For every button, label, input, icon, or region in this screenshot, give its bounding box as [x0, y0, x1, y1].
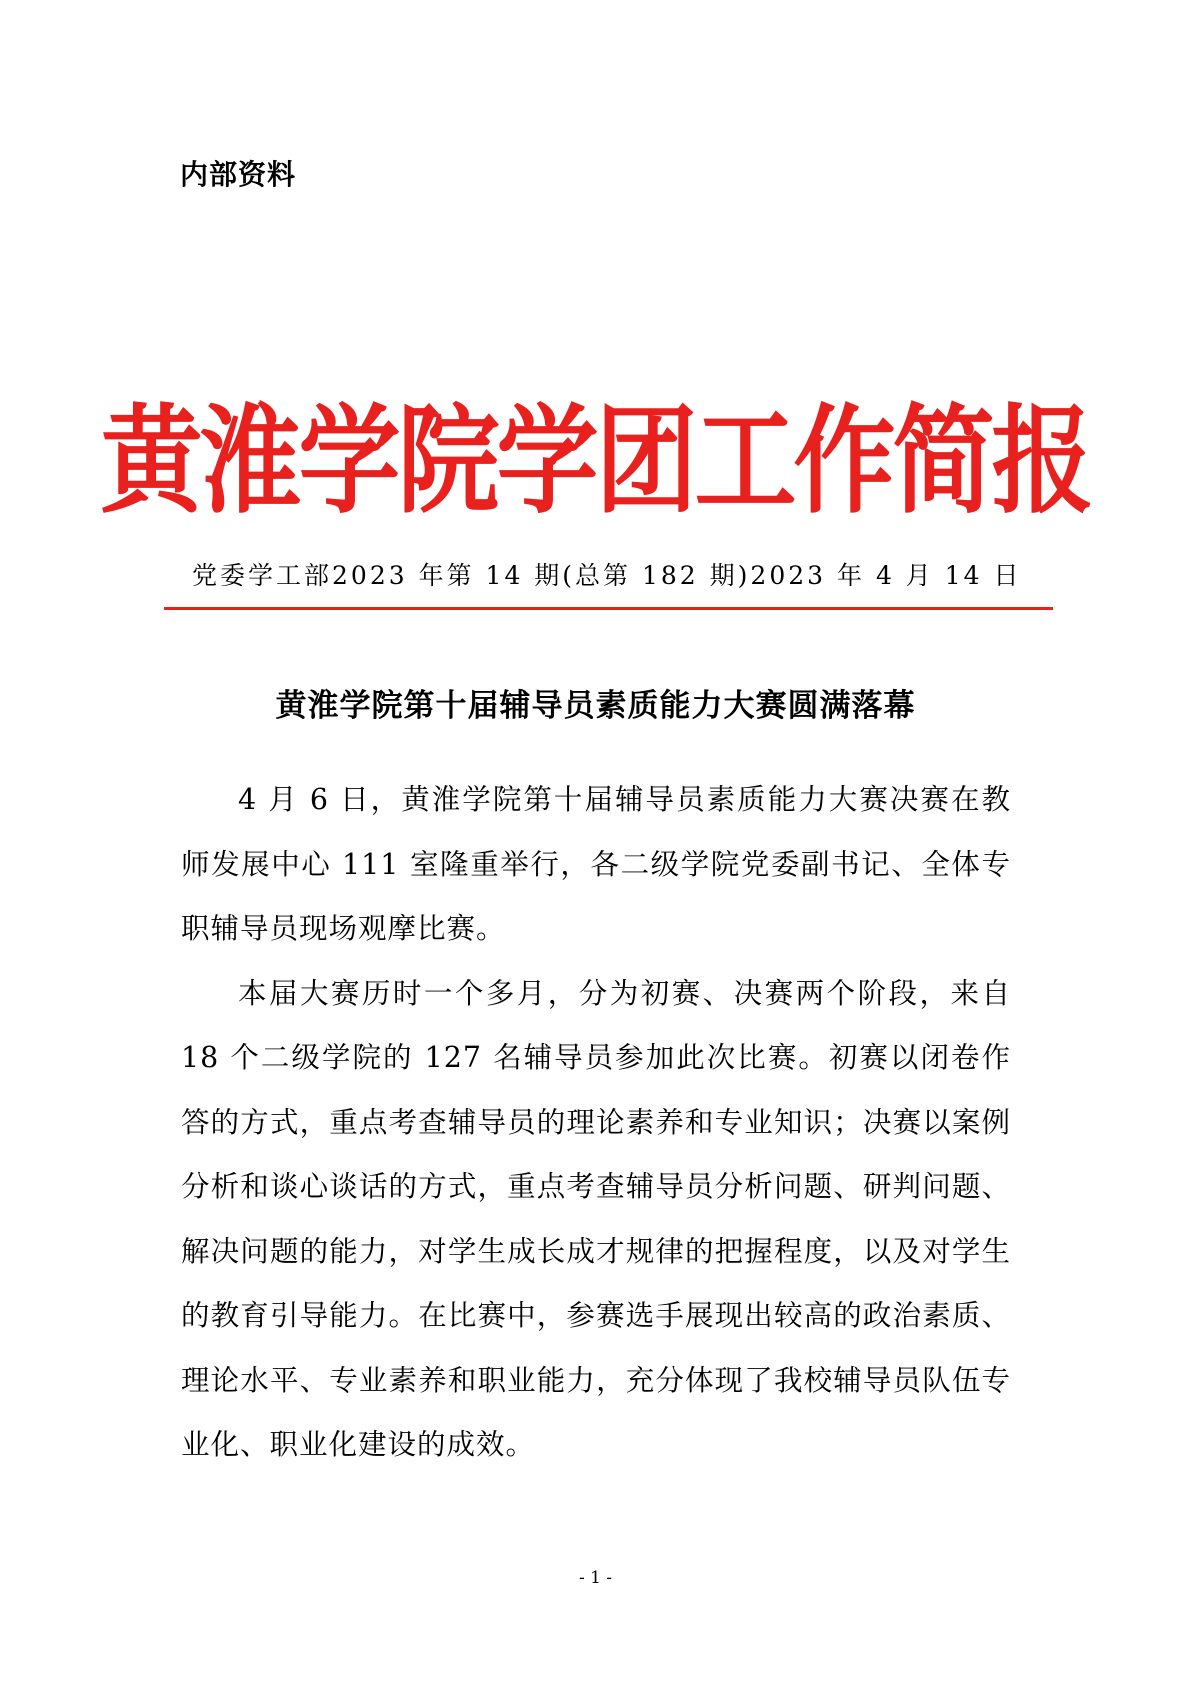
article-paragraph-1: 4 月 6 日，黄淮学院第十届辅导员素质能力大赛决赛在教师发展中心 111 室隆重举行，各二级学院党委副书记、全体专职辅导员现场观摩比赛。	[181, 783, 1011, 945]
issue-line	[192, 556, 1022, 592]
red-divider-rule	[164, 607, 1053, 610]
issue-date: 2023 年 4 月 14 日	[750, 561, 1022, 590]
issuing-department: 党委学工部	[192, 561, 333, 590]
article-paragraph-2: 本届大赛历时一个多月，分为初赛、决赛两个阶段，来自18 个二级学院的 127 名辅导员参加此次比赛。初赛以闭卷作答的方式，重点考查辅导员的理论素养和专业知识；决赛以案例分析和谈心谈话的方式，重点考查辅导员分析问题、研判问题、解决问题的能力，对学生成长成才规律的把握程度，以及对学生的教育引导能力。在比赛中，参赛选手展现出较高的政治素质、理论水平、专业素养和职业能力，充分体现了我校辅导员队伍专业化、职业化建设的成效。	[181, 976, 1011, 1461]
article-body	[181, 768, 1011, 1478]
classification-label: 内部资料	[180, 158, 297, 191]
masthead-title: 黄淮学院学团工作简报	[100, 392, 1091, 531]
issue-number: 2023 年第 14 期(总第 182 期)	[332, 561, 751, 590]
page-number: - 1 -	[578, 1568, 613, 1588]
article-title: 黄淮学院第十届辅导员素质能力大赛圆满落幕	[275, 688, 916, 724]
